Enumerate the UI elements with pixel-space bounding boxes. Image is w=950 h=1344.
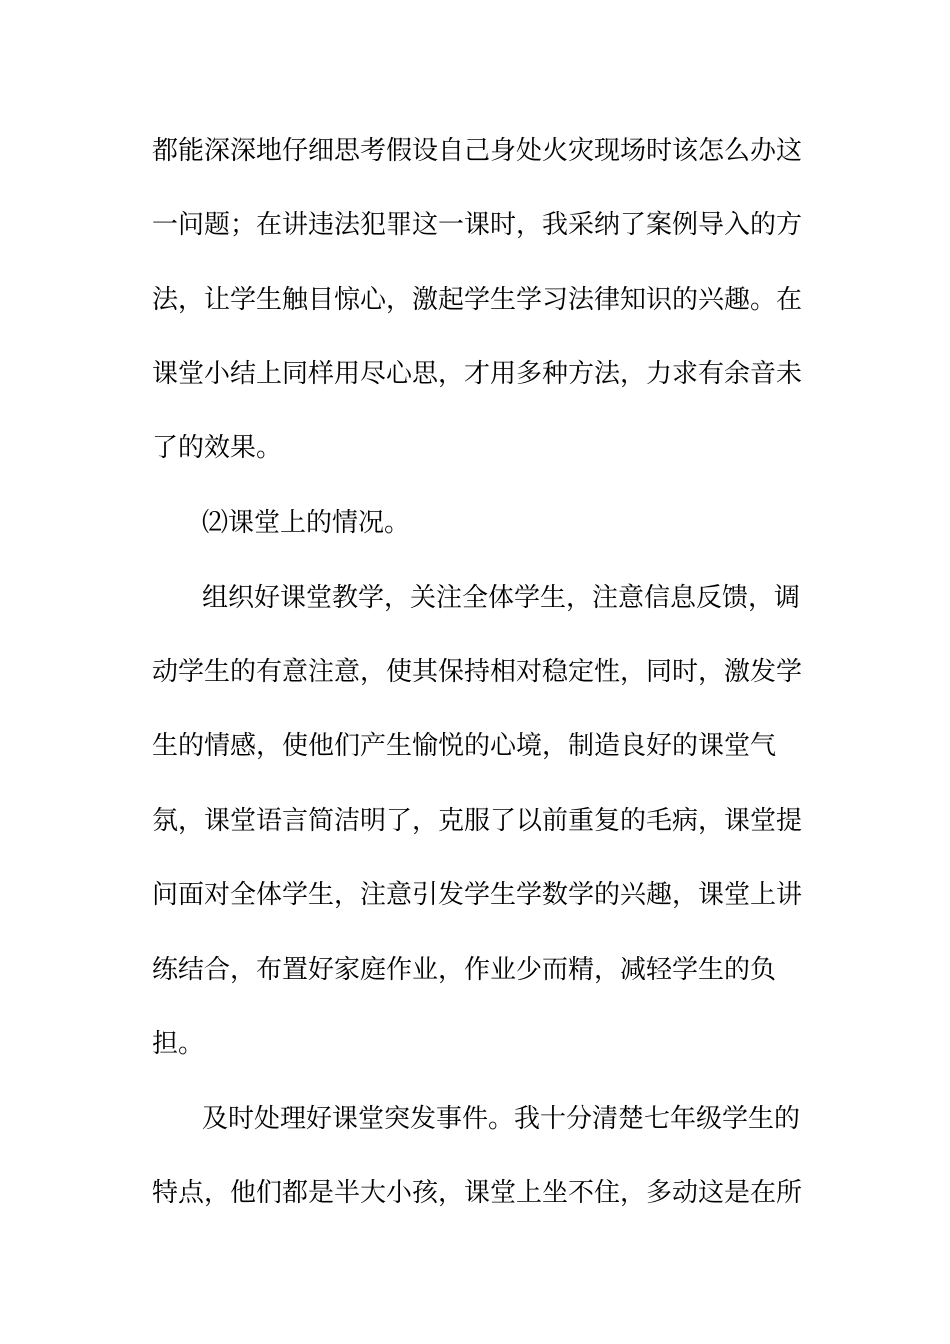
text-line: 组织好课堂教学，关注全体学生，注意信息反馈，调 [202,583,801,613]
text-line: 特点，他们都是半大小孩，课堂上坐不住，多动这是在所 [152,1178,803,1208]
text-line: 法，让学生触目惊心，激起学生学习法律知识的兴趣。在 [152,285,803,315]
text-line: 课堂小结上同样用尽心思，才用多种方法，力求有余音未 [152,359,803,389]
text-line: 动学生的有意注意，使其保持相对稳定性，同时，激发学 [152,657,803,687]
section-heading: ⑵课堂上的情况。 [202,508,411,538]
text-line: 了的效果。 [152,433,283,463]
text-line: 练结合，布置好家庭作业，作业少而精，减轻学生的负 [152,955,777,985]
text-line: 担。 [152,1029,205,1059]
text-line: 一问题；在讲违法犯罪这一课时，我采纳了案例导入的方 [152,210,803,240]
text-line: 及时处理好课堂突发事件。我十分清楚七年级学生的 [202,1104,801,1134]
text-line: 氛，课堂语言简洁明了，克服了以前重复的毛病，课堂提 [152,806,803,836]
text-line: 生的情感，使他们产生愉悦的心境，制造良好的课堂气 [152,731,777,761]
text-line: 问面对全体学生，注意引发学生学数学的兴趣，课堂上讲 [152,880,803,910]
text-line: 都能深深地仔细思考假设自己身处火灾现场时该怎么办这 [152,136,803,166]
